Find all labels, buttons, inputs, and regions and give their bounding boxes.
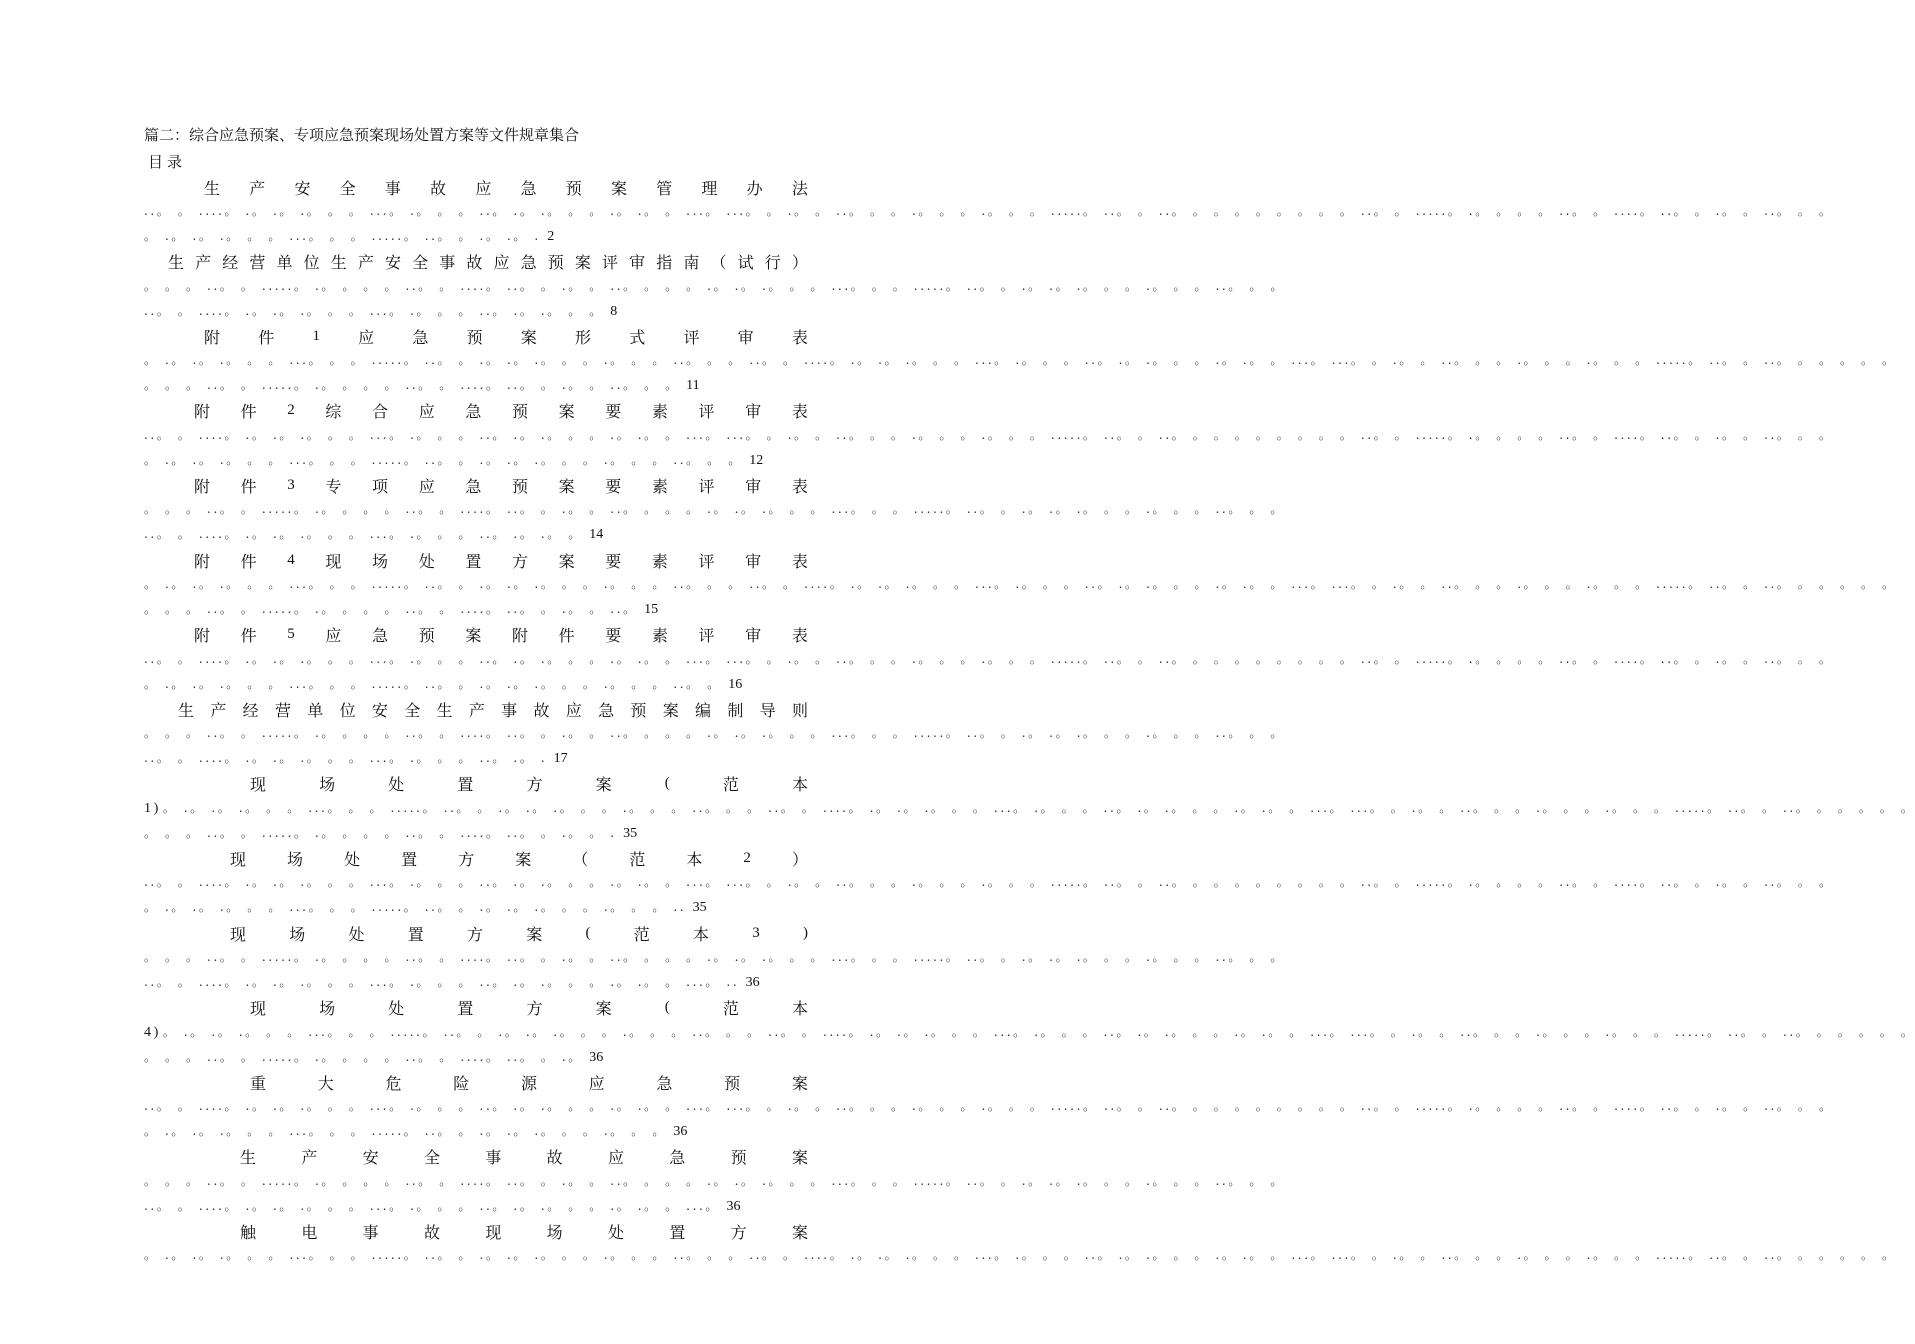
toc-entry-title: 附 件 5 应 急 预 案 附 件 要 素 评 审 表 (194, 626, 808, 646)
toc-page-number: 35 (692, 900, 707, 916)
toc-leader-end: 。 .。 .。 .。 。 。 ...。 。 。 .....。 ..。 。 .。 .。 .。 。 。 .。 。 。 ..。 。 。 12 (144, 452, 764, 468)
toc-page-number: 36 (589, 1049, 604, 1065)
toc-leader-dots: ..。 。 ....。 .。 .。 .。 。 。 ...。 .。 。 。 ..。 .。 .。 。 。 .。 .。 。 ...。 ...。 。 .。 。 ..。 。 。 .。 。 。 .。 。 。 .....。 ..。 。 ..。 。 。 。 。 。 。 。 。 ..。 。 .....。 .。 。 。 。 ..。 。 ....。 ..。 。 .。 。 ..。 。 。 (144, 875, 1834, 890)
toc-page-number: 36 (745, 975, 760, 990)
toc-entry[interactable] (144, 772, 1915, 846)
toc-page-number: 11 (686, 378, 700, 394)
toc-entry[interactable] (144, 548, 1897, 622)
toc-leader-end: ..。 。 ....。 .。 .。 .。 。 。 ...。 .。 。 。 ..。 .。 . 17 (144, 751, 568, 767)
toc-entry-title: 现 场 处 置 方 案 ( 范 本 3 ) (230, 924, 808, 944)
toc-page-number: 16 (728, 676, 743, 692)
toc-page-number: 35 (623, 825, 638, 841)
toc-entry[interactable] (144, 623, 1834, 697)
toc-entry-title: 生 产 安 全 事 故 应 急 预 案 (240, 1148, 808, 1168)
toc-entry[interactable] (144, 399, 1834, 473)
toc-page-number: 14 (589, 527, 604, 543)
toc-leader-dots: 。 。 。 ..。 。 .....。 .。 。 。 。 ..。 。 ....。 ..。 。 .。 。 ..。 。 。 。 .。 .。 .。 。 。 ...。 。 。 .....。 ..。 。 .。 .。 .。 。 。 .。 。 。 ..。 。 。 (144, 278, 1285, 293)
toc-entry[interactable] (144, 1070, 1834, 1144)
toc-entry-title: 重 大 危 险 源 应 急 预 案 (250, 1073, 808, 1093)
toc-leader-dots: 。 。 。 ..。 。 .....。 .。 。 。 。 ..。 。 ....。 ..。 。 .。 。 ..。 。 。 。 .。 .。 .。 。 。 ...。 。 。 .....。 ..。 。 .。 .。 .。 。 。 .。 。 。 ..。 。 。 (144, 502, 1285, 517)
toc-leader-end: ..。 。 ....。 .。 .。 .。 。 。 ...。 .。 。 。 ..。 .。 .。 。 。 .。 .。 。 ...。 36 (144, 1198, 741, 1214)
toc-leader-end: ..。 。 ....。 .。 .。 .。 。 。 ...。 .。 。 。 ..。 .。 .。 。 。 .。 .。 。 ...。 .. 36 (144, 975, 760, 990)
document-title: 篇二：综合应急预案、专项应急预案现场处置方案等文件规章集合 (144, 126, 580, 144)
toc-leader-dots: 4) 。 .。 .。 .。 。 。 ...。 。 。 .....。 ..。 。 .。 .。 .。 。 。 .。 。 。 ..。 。 。 ..。 。 ....。 .。 .。 .。 。 。 ...。 .。 。 。 ..。 .。 .。 。 。 .。 .。 。 ...。 ...。 。 .。 。 ..。 。 。 .。 。 。 .。 。 。 .....。 ..。 。 ..。 。 。 。 。 。 (144, 1024, 1915, 1040)
toc-leader-dots: 。 。 。 ..。 。 .....。 .。 。 。 。 ..。 。 ....。 ..。 。 .。 。 ..。 。 。 。 .。 .。 .。 。 。 ...。 。 。 .....。 ..。 。 .。 .。 .。 。 。 .。 。 。 ..。 。 。 (144, 1173, 1285, 1188)
toc-entry-title: 生 产 经 营 单 位 安 全 生 产 事 故 应 急 预 案 编 制 导 则 (178, 700, 808, 720)
toc-entry[interactable] (144, 697, 1285, 771)
toc-entry[interactable] (144, 921, 1285, 995)
toc-page-number: 8 (610, 303, 618, 319)
toc-leader-end: 。 .。 .。 .。 。 。 ...。 。 。 .....。 ..。 。 .。 .。 .。 。 。 .。 。 。 ..。 。 16 (144, 676, 743, 692)
toc-entry-title: 附 件 3 专 项 应 急 预 案 要 素 评 审 表 (194, 476, 808, 496)
toc-entry[interactable] (144, 1145, 1285, 1219)
toc-entry-title: 现 场 处 置 方 案 （ 范 本 2 ） (230, 849, 808, 869)
toc-leader-end: 。 .。 .。 .。 。 。 ...。 。 。 .....。 ..。 。 .。 .。 .。 。 。 .。 。 。 36 (144, 1124, 688, 1140)
toc-leader-dots: 。 .。 .。 .。 。 。 ...。 。 。 .....。 ..。 。 .。 .。 .。 。 。 .。 。 。 ..。 。 。 ..。 。 ....。 .。 .。 .。 。 。 ...。 .。 。 。 ..。 .。 .。 。 。 .。 .。 。 ...。 ...。 。 .。 。 ..。 。 。 .。 。 。 .。 。 。 .....。 ..。 。 ..。 。 。 。 。 。 (144, 1248, 1897, 1263)
toc-entry-title: 触 电 事 故 现 场 处 置 方 案 (240, 1222, 808, 1242)
toc-leader-end: 。 .。 .。 .。 。 。 ...。 。 。 .....。 ..。 。 .。 .。 . 2 (144, 229, 555, 244)
toc-page-number: 12 (749, 452, 764, 468)
toc-leader-dots: ..。 。 ....。 .。 .。 .。 。 。 ...。 .。 。 。 ..。 .。 .。 。 。 .。 .。 。 ...。 ...。 。 .。 。 ..。 。 。 .。 。 。 .。 。 。 .....。 ..。 。 ..。 。 。 。 。 。 。 。 。 ..。 。 .....。 .。 。 。 。 ..。 。 ....。 ..。 。 .。 。 ..。 。 。 (144, 427, 1834, 442)
toc-leader-end: 。 。 。 ..。 。 .....。 .。 。 。 。 ..。 。 ....。 ..。 。 .。 36 (144, 1049, 604, 1065)
toc-leader-end: 。 。 。 ..。 。 .....。 .。 。 。 。 ..。 。 ....。 ..。 。 .。 。 ..。 15 (144, 602, 659, 617)
toc-leader-dots: 。 。 。 ..。 。 .....。 .。 。 。 。 ..。 。 ....。 ..。 。 .。 。 ..。 。 。 。 .。 .。 .。 。 。 ...。 。 。 .....。 ..。 。 .。 .。 .。 。 。 .。 。 。 ..。 。 。 (144, 726, 1285, 741)
toc-entry-title: 生 产 经 营 单 位 生 产 安 全 事 故 应 急 预 案 评 审 指 南 （ 试 行 ） (168, 253, 808, 273)
toc-page-number: 36 (673, 1124, 688, 1140)
toc-leader-dots: ..。 。 ....。 .。 .。 .。 。 。 ...。 .。 。 。 ..。 .。 .。 。 。 .。 .。 。 ...。 ...。 。 .。 。 ..。 。 。 .。 。 。 .。 。 。 .....。 ..。 。 ..。 。 。 。 。 。 。 。 。 ..。 。 .....。 .。 。 。 。 ..。 。 ....。 ..。 。 .。 。 ..。 。 。 (144, 204, 1834, 218)
toc-entry[interactable] (144, 175, 1834, 249)
toc-page-number: 15 (644, 602, 659, 617)
toc-page-number: 17 (553, 751, 568, 767)
toc-leader-dots: 。 .。 .。 .。 。 。 ...。 。 。 .....。 ..。 。 .。 .。 .。 。 。 .。 。 。 ..。 。 。 ..。 。 ....。 .。 .。 .。 。 。 ...。 .。 。 。 ..。 .。 .。 。 。 .。 .。 。 ...。 ...。 。 .。 。 ..。 。 。 .。 。 。 .。 。 。 .....。 ..。 。 ..。 。 。 。 。 。 (144, 577, 1897, 591)
toc-heading: 目录 (148, 153, 187, 171)
toc-leader-end: ..。 。 ....。 .。 .。 .。 。 。 ...。 .。 。 。 ..。 .。 .。 。 。 8 (144, 303, 618, 319)
toc-leader-end: ..。 。 ....。 .。 .。 .。 。 。 ...。 .。 。 。 ..。 .。 .。 。 14 (144, 527, 604, 543)
toc-entry-title: 附 件 1 应 急 预 案 形 式 评 审 表 (204, 327, 808, 347)
toc-leader-end: 。 。 。 ..。 。 .....。 .。 。 。 。 ..。 。 ....。 ..。 。 .。 。 . 35 (144, 825, 638, 841)
toc-leader-dots: ..。 。 ....。 .。 .。 .。 。 。 ...。 .。 。 。 ..。 .。 .。 。 。 .。 .。 。 ...。 ...。 。 .。 。 ..。 。 。 .。 。 。 .。 。 。 .....。 ..。 。 ..。 。 。 。 。 。 。 。 。 ..。 。 .....。 .。 。 。 。 ..。 。 ....。 ..。 。 .。 。 ..。 。 。 (144, 1099, 1834, 1114)
toc-leader-end: 。 。 。 ..。 。 .....。 .。 。 。 。 ..。 。 ....。 ..。 。 .。 。 ..。 。 。 11 (144, 378, 700, 394)
toc-entry[interactable] (144, 1219, 1897, 1268)
toc-entry-title: 附 件 4 现 场 处 置 方 案 要 素 评 审 表 (194, 551, 808, 571)
toc-leader-dots: 。 。 。 ..。 。 .....。 .。 。 。 。 ..。 。 ....。 ..。 。 .。 。 ..。 。 。 。 .。 .。 .。 。 。 ...。 。 。 .....。 ..。 。 .。 .。 .。 。 。 .。 。 。 ..。 。 。 (144, 950, 1285, 964)
toc-leader-end: 。 .。 .。 .。 。 。 ...。 。 。 .....。 ..。 。 .。 .。 .。 。 。 .。 。 。 .. 35 (144, 900, 707, 916)
toc-entry-title: 生 产 安 全 事 故 应 急 预 案 管 理 办 法 (204, 178, 808, 198)
toc-entry[interactable] (144, 846, 1834, 920)
toc-entry[interactable] (144, 324, 1897, 398)
toc-leader-dots: 。 .。 .。 .。 。 。 ...。 。 。 .....。 ..。 。 .。 .。 .。 。 。 .。 。 。 ..。 。 。 ..。 。 ....。 .。 .。 .。 。 。 ...。 .。 。 。 ..。 .。 .。 。 。 .。 .。 。 ...。 ...。 。 .。 。 ..。 。 。 .。 。 。 .。 。 。 .....。 ..。 。 ..。 。 。 。 。 。 (144, 353, 1897, 368)
toc-page-number: 2 (547, 229, 555, 244)
toc-entry-title: 现 场 处 置 方 案 ( 范 本 (250, 999, 808, 1019)
toc-entry[interactable] (144, 996, 1915, 1070)
toc-entry[interactable] (144, 250, 1285, 324)
toc-entry[interactable] (144, 473, 1285, 547)
toc-page-number: 36 (726, 1198, 741, 1214)
toc-entry-title: 附 件 2 综 合 应 急 预 案 要 素 评 审 表 (194, 402, 808, 422)
toc-leader-dots: ..。 。 ....。 .。 .。 .。 。 。 ...。 .。 。 。 ..。 .。 .。 。 。 .。 .。 。 ...。 ...。 。 .。 。 ..。 。 。 .。 。 。 .。 。 。 .....。 ..。 。 ..。 。 。 。 。 。 。 。 。 ..。 。 .....。 .。 。 。 。 ..。 。 ....。 ..。 。 .。 。 ..。 。 。 (144, 651, 1834, 666)
toc-entry-title: 现 场 处 置 方 案 ( 范 本 (250, 775, 808, 795)
toc-leader-dots: 1) 。 .。 .。 .。 。 。 ...。 。 。 .....。 ..。 。 .。 .。 .。 。 。 .。 。 。 ..。 。 。 ..。 。 ....。 .。 .。 .。 。 。 ...。 .。 。 。 ..。 .。 .。 。 。 .。 .。 。 ...。 ...。 。 .。 。 ..。 。 。 .。 。 。 .。 。 。 .....。 ..。 。 ..。 。 。 。 。 。 (144, 800, 1915, 816)
